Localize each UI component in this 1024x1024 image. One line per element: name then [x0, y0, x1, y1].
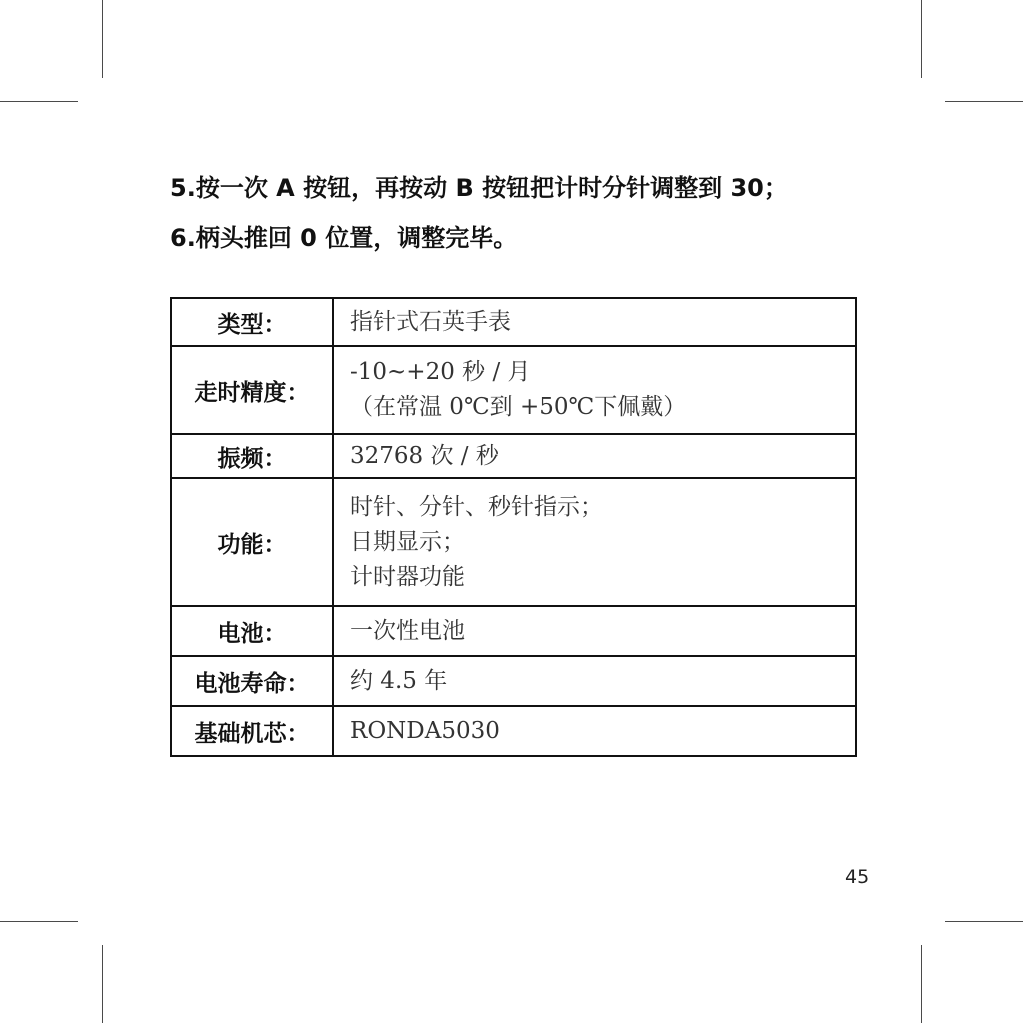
- spec-row-battery-life: [171, 656, 856, 706]
- spec-row-functions: [171, 478, 856, 606]
- spec-value: [333, 706, 856, 756]
- spec-label: 振频：: [171, 434, 333, 478]
- spec-row-accuracy: [171, 346, 856, 434]
- spec-value: [333, 434, 856, 478]
- page-number: 45: [845, 866, 870, 888]
- spec-value-line: 约 4.5 年: [350, 667, 448, 694]
- crop-mark-top-right-horizontal: [945, 101, 1023, 102]
- instruction-step-5: 5.按一次 A 按钮，再按动 B 按钮把计时分针调整到 30；: [170, 174, 788, 202]
- spec-value-line: 时针、分针、秒针指示；: [350, 493, 603, 520]
- spec-label: 基础机芯：: [171, 706, 333, 756]
- spec-value: [333, 606, 856, 656]
- spec-row-frequency: [171, 434, 856, 478]
- spec-row-battery: [171, 606, 856, 656]
- crop-mark-top-right-vertical: [921, 0, 922, 78]
- spec-label: 电池：: [171, 606, 333, 656]
- spec-label: 类型：: [171, 298, 333, 346]
- spec-value: [333, 478, 856, 606]
- spec-label: 功能：: [171, 478, 333, 606]
- instruction-list: [170, 170, 870, 256]
- crop-mark-bottom-right-vertical: [921, 945, 922, 1023]
- crop-mark-top-left-vertical: [102, 0, 103, 78]
- spec-value-line: 指针式石英手表: [350, 308, 511, 335]
- spec-value-line: （在常温 0℃到 +50℃下佩戴）: [350, 394, 687, 420]
- crop-mark-bottom-left-horizontal: [0, 921, 78, 922]
- spec-label: 走时精度：: [171, 346, 333, 434]
- spec-value-line: 日期显示；: [350, 528, 465, 555]
- crop-mark-bottom-left-vertical: [102, 945, 103, 1023]
- spec-table: [170, 297, 857, 757]
- spec-row-type: [171, 298, 856, 346]
- instruction-step-6: 6.柄头推回 0 位置，调整完毕。: [170, 224, 518, 252]
- spec-value: [333, 298, 856, 346]
- spec-row-movement: [171, 706, 856, 756]
- spec-label: 电池寿命：: [171, 656, 333, 706]
- spec-value: [333, 656, 856, 706]
- spec-value: [333, 346, 856, 434]
- crop-mark-top-left-horizontal: [0, 101, 78, 102]
- spec-value-line: RONDA5030: [350, 717, 500, 744]
- spec-value-line: 计时器功能: [350, 563, 465, 590]
- spec-value-line: -10~+20 秒 / 月: [350, 359, 531, 385]
- spec-value-line: 32768 次 / 秒: [350, 442, 499, 469]
- spec-value-line: 一次性电池: [350, 617, 465, 644]
- crop-mark-bottom-right-horizontal: [945, 921, 1023, 922]
